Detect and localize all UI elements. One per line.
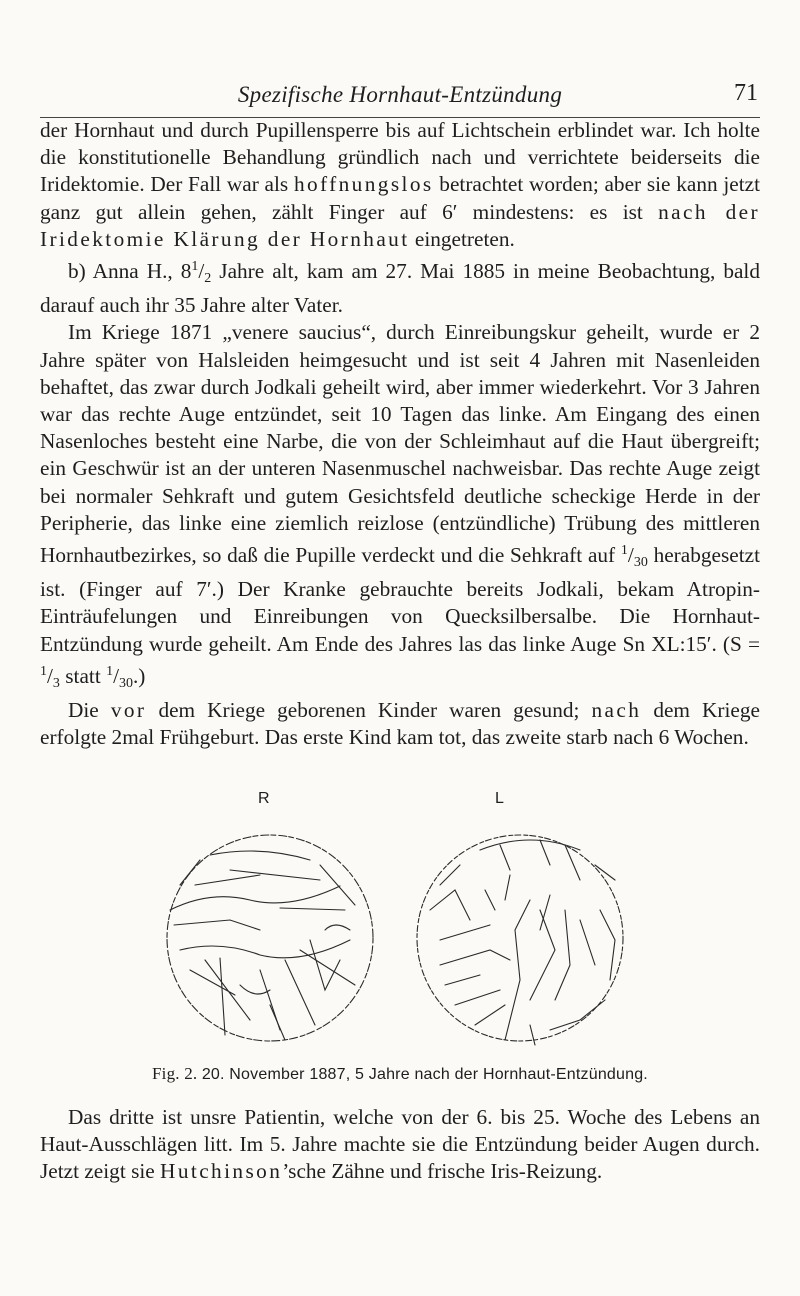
right-eye-drawing: [167, 835, 373, 1041]
paragraph-3: Im Kriege 1871 „venere saucius“, durch Einreibungskur geheilt, wurde er 2 Jahre später von Halsleiden heimgesucht und ist seit 4 Jahren mit Nasenleiden behaftet, das zwar durch Jodkali geheilt wird, aber immer wiederkehrt. Vor 3 Jahren war das rechte Auge entzündet, seit 10 Tagen das linke. Am Eingang des einen Nasenloches besteht eine Narbe, die von der Schleimhaut auf die Haut übergreift; ein Geschwür ist an der unteren Nasenmuschel nachweisbar. Das rechte Auge zeigt bei normaler Sehkraft und gutem Gesichtsfeld deutliche scheckige Herde in der Peripherie, das linke eine ziemlich reizlose (entzündliche) Trübung des mittleren Hornhautbezirkes, so daß die Pupille verdeckt und die Sehkraft auf $^1/_{30}$ herabgesetzt ist. (Finger auf 7′.) Der Kranke gebrauchte bereits Jodkali, bekam Atropin-Einträufelungen und Einreibungen von Quecksilbersalbe. Die Hornhaut-Entzündung wurde geheilt. Am Ende des Jahres las das linke Auge Sn XL:15′. ($S = ^1/_3$ statt $^1/_{30}$.): [40, 320, 761, 691]
spaced-text: Hutchinson: [160, 1159, 283, 1184]
page-header: [40, 78, 760, 118]
page-number: 71: [734, 80, 758, 106]
paragraph-1: der Hornhaut und durch Pupillensperre bis auf Lichtschein erblindet war. Ich holte die konstitutionelle Behandlung gründlich nach und verrichtete beiderseits die Iridektomie. Der Fall war als hoffnungslos betrachtet worden; aber sie kann jetzt ganz gut allein gehen, zählt Finger auf 6′ mindestens: es ist nach der Iridektomie Klärung der Hornhaut eingetreten.: [40, 118, 761, 251]
spaced-text: hoffnungslos: [293, 172, 434, 197]
eye-drawings: [110, 790, 710, 1058]
figure-caption: [40, 1064, 760, 1084]
eye-figure: [110, 790, 710, 1058]
body-text-upper: [40, 117, 760, 751]
body-text-lower: [40, 1104, 760, 1186]
running-title: Spezifische Hornhaut-Entzündung: [237, 82, 563, 107]
spaced-text: vor: [110, 698, 147, 723]
paragraph-2: b) Anna H., $8^1/_2$ Jahre alt, kam am 27. Mai 1885 in meine Beobachtung, bald darauf auch ihr 35 Jahre alter Vater.: [40, 259, 760, 318]
caption-text: 20. November 1887, 5 Jahre nach der Hornhaut-Entzündung.: [201, 1066, 648, 1083]
caption-fig-number: Fig. 2.: [152, 1064, 198, 1083]
paragraph-4: Die vor dem Kriege geborenen Kinder waren gesund; nach dem Kriege erfolgte 2mal Frühgeburt. Das erste Kind kam tot, das zweite starb nach 6 Wochen.: [40, 698, 760, 750]
spaced-text: nach: [591, 698, 642, 723]
left-eye-label: L: [495, 790, 504, 807]
paragraph-5: Das dritte ist unsre Patientin, welche von der 6. bis 25. Woche des Lebens an Haut-Ausschlägen litt. Im 5. Jahre machte sie die Entzündung beider Augen durch. Jetzt zeigt sie Hutchinson’sche Zähne und frische Iris-Reizung.: [40, 1105, 760, 1184]
right-eye-label: R: [258, 790, 270, 807]
spaced-text: nach der Iridektomie Klärung der Hornhaut: [40, 199, 761, 251]
left-eye-drawing: [417, 835, 623, 1045]
